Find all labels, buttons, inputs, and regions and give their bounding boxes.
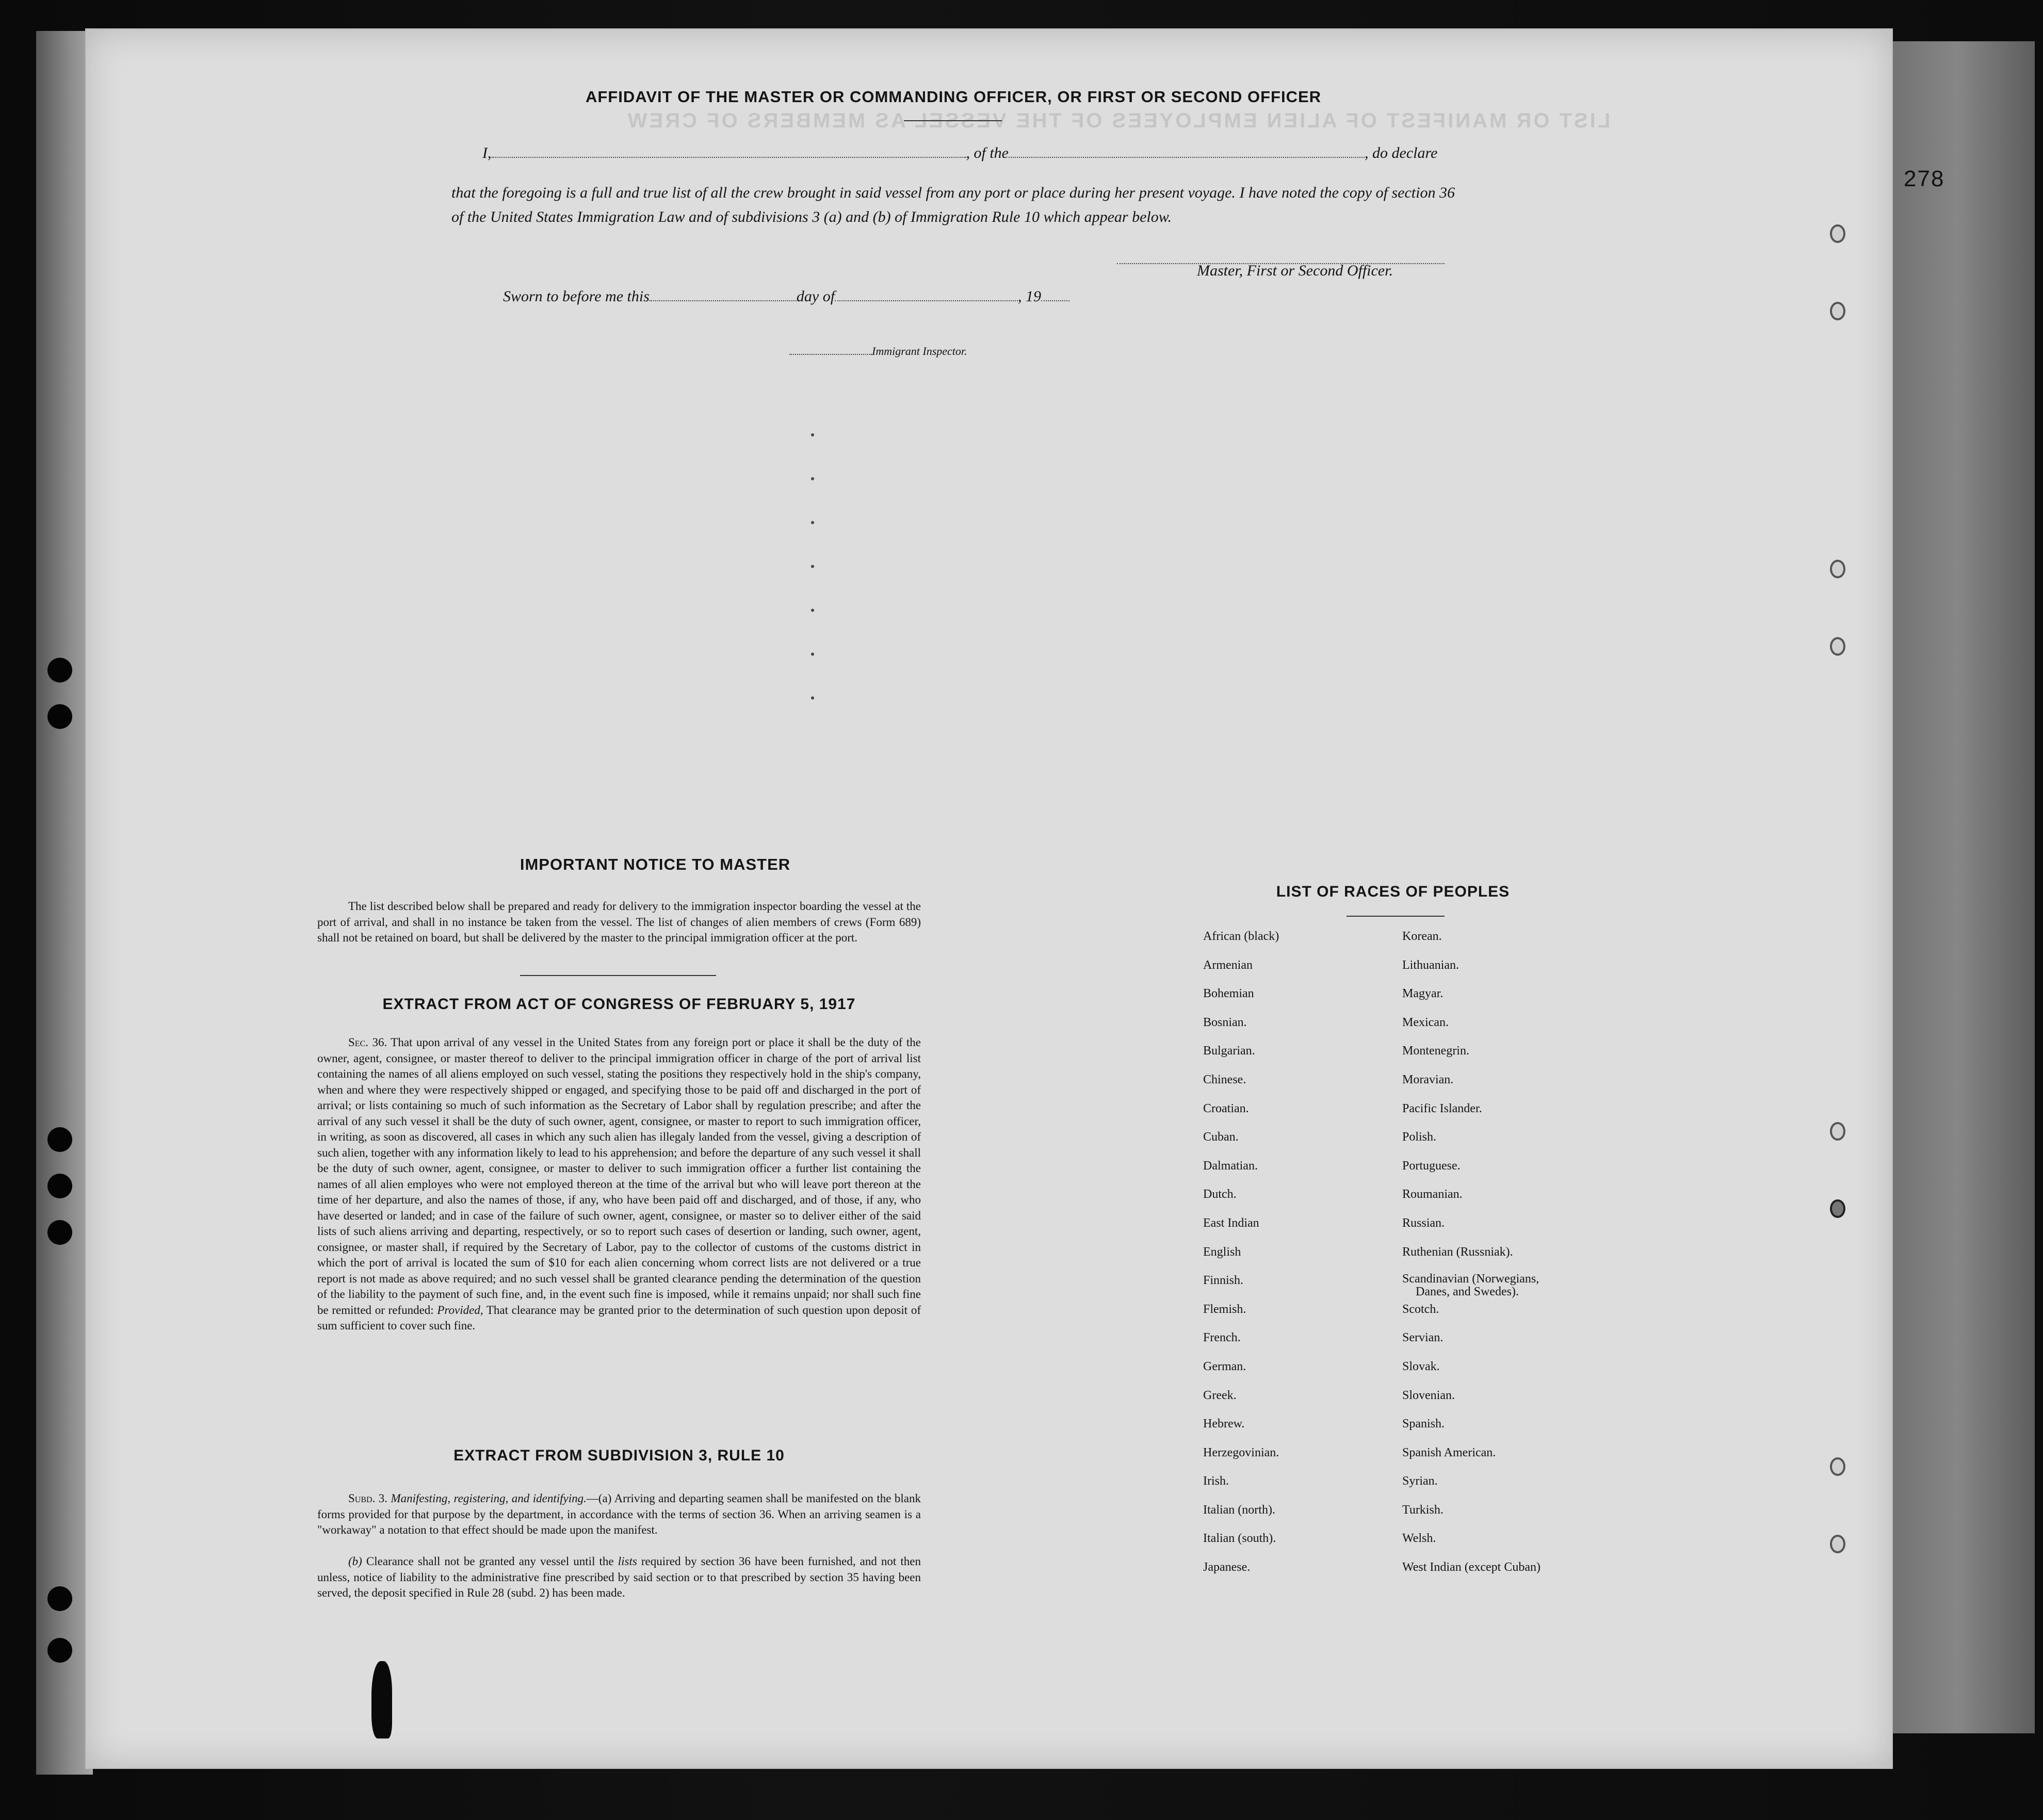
punch-hole	[47, 1174, 72, 1198]
inspector-label: Immigrant Inspector.	[872, 345, 967, 358]
sworn-line	[503, 288, 1069, 305]
race-item: Spanish American.	[1402, 1445, 1496, 1459]
race-item: Flemish.	[1203, 1302, 1246, 1316]
guide-dot	[811, 696, 814, 700]
race-item: Croatian.	[1203, 1101, 1249, 1115]
act-text-main: That upon arrival of any vessel in the United States from any foreign port or place it shall be the duty of the owner, agent, consignee, or master thereof to deliver to the principal immigration officer in charge of the port of arrival list containing the names of all aliens employed on such vessel, stating the positions they respectively hold in the ship's company, when and where they were respectively shipped or engaged, and specifying those to be paid off and discharged in the port of arrival; or lists containing so much of such information as the Secretary of Labor shall by regulation prescribe; and after the arrival of any such vessel it shall be the duty of such owner, agent, consignee, or master to report to such immigration officer, in writing, as soon as discovered, all cases in which any such alien has illegaly landed from the vessel, giving a description of such alien, together with any information likely to lead to his apprehension; and before the departure of any such vessel it shall be the duty of such owner, agent, consignee, or master to deliver to such immigration officer a further list containing the names of all alien employes who were not employed thereon at the time of the arrival but who will leave port thereon at the time of her departure, and also the names of those, if any, who have been paid off and discharged, and of those, if any, who have deserted or landed; and in case of the failure of such owner, agent, consignee, or master so to deliver either of the said lists of such aliens arriving and departing, respectively, or so to report such cases of desertion or landing, such owner, agent, consignee, or master shall, if required by the Secretary of Labor, pay to the collector of customs of the customs district in which the port of arrival is located the sum of $10 for each alien concerning whom correct lists are not delivered or a true report is not made as above required; and no such vessel shall be granted clearance pending the determination of the question of the liability to the payment of such fine, and, in the event such fine is imposed, while it remains unpaid; nor shall such fine be remitted or refunded:	[317, 1036, 921, 1317]
binder-ring	[1830, 560, 1845, 578]
race-item: Scotch.	[1402, 1302, 1439, 1316]
race-item: Italian (north).	[1203, 1503, 1275, 1517]
binder-ring	[1830, 1199, 1845, 1218]
binder-ring	[1830, 1122, 1845, 1141]
race-item: East Indian	[1203, 1216, 1259, 1230]
binder-ring	[1830, 1457, 1845, 1476]
race-item: Chinese.	[1203, 1072, 1246, 1086]
vessel-label: , of the	[966, 144, 1009, 161]
title-rule	[904, 120, 1002, 121]
binder-ring	[1830, 1535, 1845, 1553]
binder-ring	[1830, 302, 1845, 320]
race-item: Syrian.	[1402, 1474, 1438, 1488]
act-provided: Provided,	[437, 1303, 483, 1317]
race-item: Armenian	[1203, 958, 1253, 972]
rule-b-lists: lists	[618, 1555, 637, 1568]
notice-rule	[520, 975, 716, 976]
races-list-left	[1203, 929, 1279, 1588]
punch-hole	[47, 1586, 72, 1611]
name-blank[interactable]	[492, 157, 966, 158]
race-item-scandinavian-line2: Danes, and Swedes).	[1416, 1285, 1519, 1299]
affidavit-body: that the foregoing is a full and true list of all the crew brought in said vessel from any port or place during her present voyage. I have noted the copy of section 36 of the United States Immigration Law and of subdivisions 3 (a) and (b) of Immigration Rule 10 which appear below.	[451, 184, 1455, 225]
notice-text: The list described below shall be prepared and ready for delivery to the immigration inspector boarding the vessel at the port of arrival, and shall in no instance be taken from the vessel. The list of changes of alien members of crews (Form 689) shall not be retained on board, but shall be delivered by the master to the principal immigration officer at the port.	[317, 900, 921, 944]
declarant-label: I,	[482, 144, 492, 161]
page-number: 278	[1904, 166, 1945, 191]
rule-subd-b	[317, 1554, 921, 1601]
act-title: EXTRACT FROM ACT OF CONGRESS OF FEBRUARY 5, 1917	[382, 996, 856, 1013]
year-blank[interactable]	[1041, 300, 1069, 301]
declaration-line	[482, 144, 1437, 162]
race-item: Slovenian.	[1402, 1388, 1455, 1402]
race-item: Portuguese.	[1402, 1159, 1461, 1173]
race-item: Servian.	[1402, 1331, 1444, 1345]
year-label: , 19	[1018, 288, 1042, 305]
punch-hole	[47, 1638, 72, 1663]
race-item: Hebrew.	[1203, 1417, 1245, 1431]
sworn-label: Sworn to before me this	[503, 288, 650, 305]
act-section-label: Sec. 36.	[348, 1036, 387, 1049]
race-item: Polish.	[1402, 1130, 1437, 1144]
race-item: Ruthenian (Russniak).	[1402, 1245, 1513, 1259]
race-item: Greek.	[1203, 1388, 1237, 1402]
rule-b-text-end: required by section 36 have been furnished, and not then unless, notice of liability to the administrative fine prescribed by said section or to that prescribed by section 35 having been served, the deposit specified in Rule 28 (subd. 2) has been made.	[317, 1555, 921, 1599]
race-item: African (black)	[1203, 930, 1279, 943]
guide-dot	[811, 653, 814, 656]
master-signature-label: Master, First or Second Officer.	[1197, 262, 1393, 279]
bleed-through-header: LIST OR MANIFEST OF ALIEN EMPLOYEES OF THE VESSEL AS MEMBERS OF CREW	[625, 109, 1611, 132]
inspector-line	[789, 345, 967, 358]
race-item: Magyar.	[1402, 987, 1444, 1001]
race-item: Welsh.	[1402, 1532, 1436, 1546]
race-item: Dalmatian.	[1203, 1159, 1258, 1173]
race-item: Korean.	[1402, 930, 1442, 943]
race-item: French.	[1203, 1331, 1241, 1345]
binder-ring	[1830, 224, 1845, 243]
races-title: LIST OF RACES OF PEOPLES	[1276, 883, 1510, 900]
inspector-blank[interactable]	[789, 354, 872, 355]
ink-smudge	[371, 1661, 392, 1738]
rule-a-label: —(a)	[586, 1492, 612, 1505]
race-item: Turkish.	[1402, 1503, 1444, 1517]
race-item: English	[1203, 1245, 1241, 1259]
guide-dot	[811, 521, 814, 524]
back-sheet	[1878, 41, 2035, 1733]
rule-b-text-start: Clearance shall not be granted any vessel until the	[366, 1555, 614, 1568]
race-item: Lithuanian.	[1402, 958, 1459, 972]
race-item: Herzegovinian.	[1203, 1445, 1279, 1459]
race-item: Moravian.	[1402, 1072, 1454, 1086]
rule-subd-label: Subd. 3.	[348, 1492, 388, 1505]
guide-dot	[811, 609, 814, 612]
rule-subd-title: Manifesting, registering, and identifying.	[391, 1492, 587, 1505]
race-item-scandinavian-line1: Scandinavian (Norwegians,	[1402, 1272, 1539, 1286]
race-item: German.	[1203, 1359, 1246, 1373]
races-list-right	[1402, 929, 1541, 1588]
race-item: Roumanian.	[1402, 1188, 1463, 1201]
race-item: Bohemian	[1203, 987, 1254, 1001]
affidavit-title: AFFIDAVIT OF THE MASTER OR COMMANDING OFFICER, OR FIRST OR SECOND OFFICER	[585, 88, 1322, 106]
race-item: Bosnian.	[1203, 1015, 1247, 1029]
race-item: Cuban.	[1203, 1130, 1239, 1144]
race-item: Pacific Islander.	[1402, 1101, 1482, 1115]
binding-strip	[36, 31, 93, 1775]
notice-title: IMPORTANT NOTICE TO MASTER	[520, 855, 791, 873]
vessel-blank[interactable]	[1009, 157, 1365, 158]
act-text	[317, 1035, 921, 1334]
day-of-label: day of	[796, 288, 835, 305]
race-item: Japanese.	[1203, 1561, 1251, 1574]
rule-b-label: (b)	[348, 1555, 362, 1568]
races-rule	[1347, 916, 1445, 917]
race-item: Irish.	[1203, 1474, 1229, 1488]
act-text-end: That clearance may be granted prior to the determination of such question upon deposit of sum sufficient to cover such fine.	[317, 1303, 921, 1332]
race-item-scandinavian	[1402, 1273, 1541, 1302]
binder-ring	[1830, 637, 1845, 656]
guide-dot	[811, 477, 814, 480]
rule-subd-a	[317, 1491, 921, 1538]
declare-label: , do declare	[1365, 144, 1438, 161]
race-item: West Indian (except Cuban)	[1402, 1561, 1541, 1574]
rule-a-text: Arriving and departing seamen shall be manifested on the blank forms provided for that purpose by the department, in accordance with the terms of section 36. When an arriving seamen is a "workaway" a notation to that effect should be made upon the manifest.	[317, 1492, 921, 1536]
punch-hole	[47, 1220, 72, 1245]
guide-dot	[811, 433, 814, 436]
race-item: Slovak.	[1402, 1359, 1440, 1373]
punch-hole	[47, 658, 72, 683]
race-item: Russian.	[1402, 1216, 1445, 1230]
race-item: Bulgarian.	[1203, 1044, 1255, 1058]
rule-title: EXTRACT FROM SUBDIVISION 3, RULE 10	[453, 1447, 785, 1464]
race-item: Finnish.	[1203, 1274, 1244, 1288]
race-item: Montenegrin.	[1402, 1044, 1469, 1058]
punch-hole	[47, 704, 72, 729]
race-item: Spanish.	[1402, 1417, 1445, 1431]
day-blank[interactable]	[650, 300, 797, 301]
race-item: Mexican.	[1402, 1015, 1449, 1029]
month-blank[interactable]	[835, 300, 1018, 301]
guide-dot	[811, 565, 814, 568]
punch-hole	[47, 1127, 72, 1152]
race-item: Italian (south).	[1203, 1532, 1276, 1546]
race-item: Dutch.	[1203, 1188, 1237, 1201]
